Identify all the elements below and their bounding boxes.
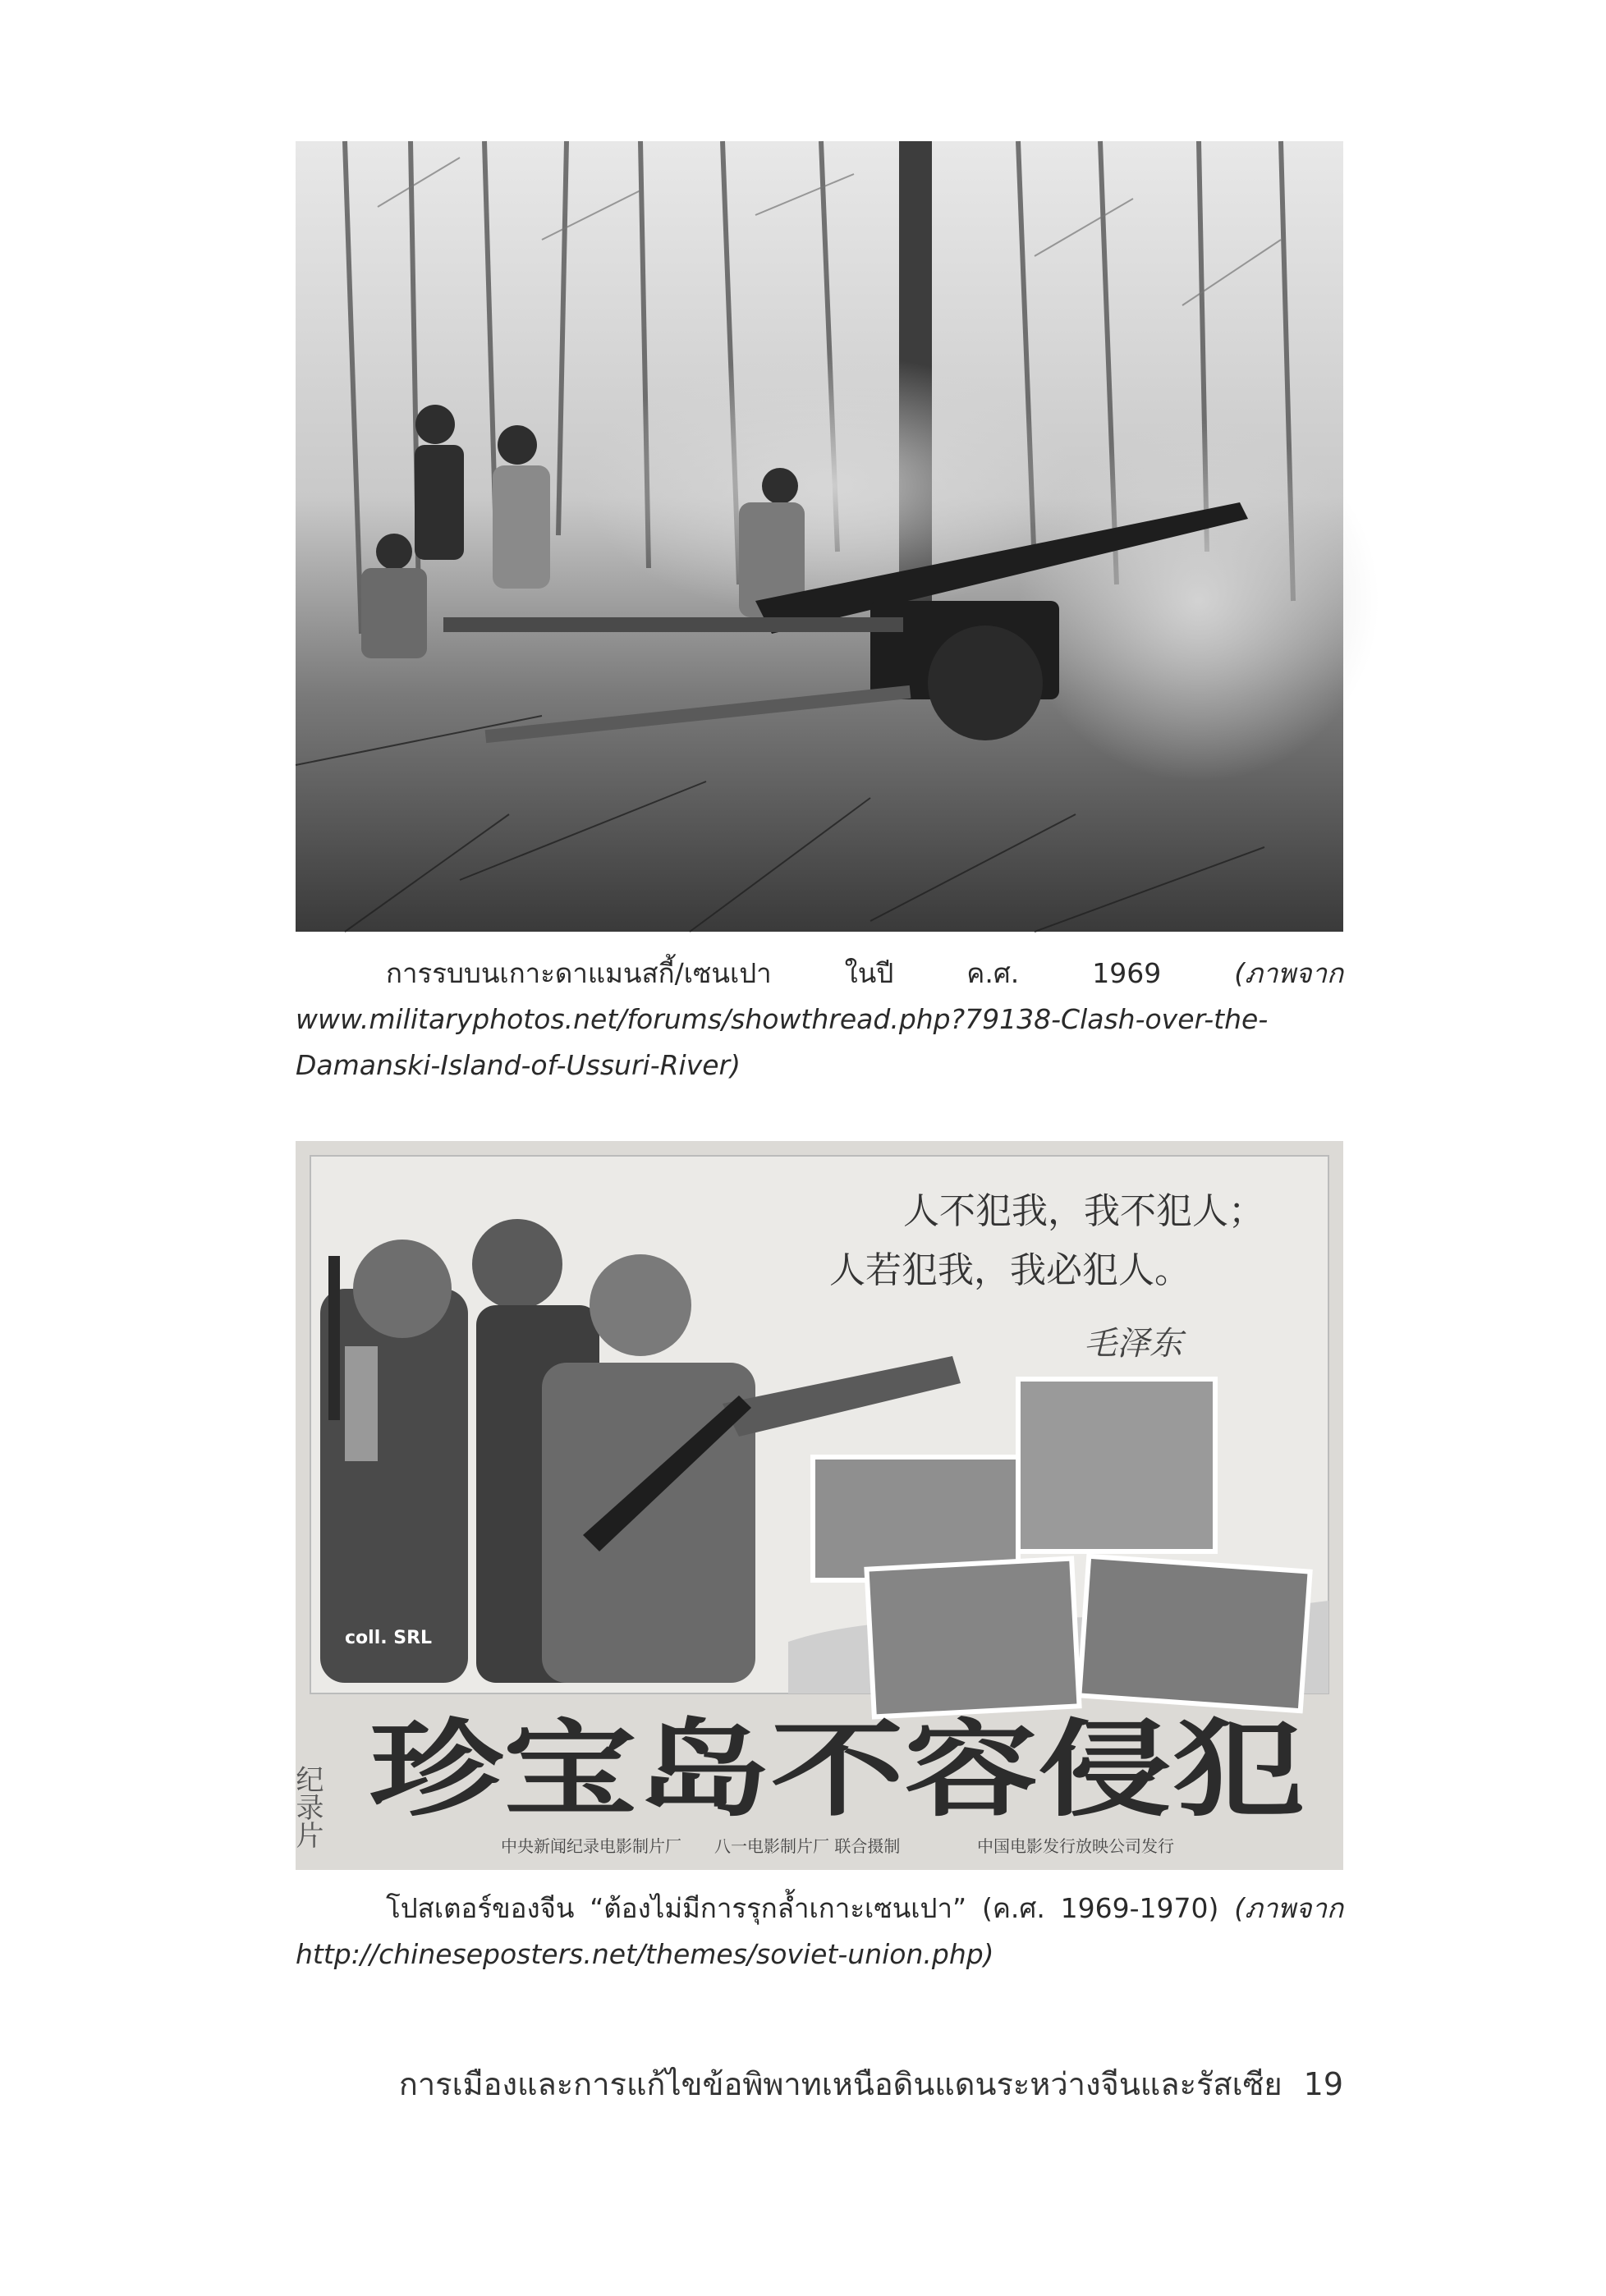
figure2-caption: [296, 1886, 1343, 1977]
figure2-caption-text: โปสเตอร์ของจีน “ต้องไม่มีการรุกล้ำเกาะเซนเปา” (ค.ศ. 1969-1970): [386, 1892, 1219, 1924]
poster-credit-left: 中央新闻纪录电影制片厂: [501, 1836, 681, 1856]
figure1-caption-text: การรบบนเกาะดาแมนสกี้/เซนเปา ในปี ค.ศ. 1969: [386, 957, 1162, 989]
poster-headline: 珍宝岛不容侵犯: [369, 1709, 1305, 1831]
figure1-caption-source: (ภาพจาก www.militaryphotos.net/forums/showthread.php?79138-Clash-over-the-Damanski-Island-of-Ussuri-River): [296, 957, 1343, 1081]
poster-quote-line1: 人不犯我，我不犯人；: [903, 1190, 1264, 1232]
poster-illustration: [291, 1141, 1343, 1870]
battle-photo-illustration: [296, 141, 1343, 932]
page-footer: [399, 2059, 1343, 2109]
running-title: การเมืองและการแก้ไขข้อพิพาทเหนือดินแดนระหว่างจีนและรัสเซีย: [398, 2066, 1283, 2102]
propaganda-poster: [291, 1141, 1343, 1870]
poster-watermark: coll. SRL: [345, 1628, 433, 1648]
figure1-caption: [296, 951, 1343, 1088]
page-number: 19: [1303, 2066, 1343, 2102]
poster-signature: 毛泽东: [1084, 1325, 1182, 1363]
poster-credit-mid: 八一电影制片厂 联合摄制: [714, 1836, 901, 1856]
poster-side-label: 纪录片: [291, 1765, 323, 1849]
battle-photo: [296, 141, 1343, 932]
poster-credit-right: 中国电影发行放映公司发行: [977, 1836, 1174, 1856]
figure2-caption-source: (ภาพจาก http://chineseposters.net/themes/soviet-union.php): [296, 1892, 1343, 1970]
poster-quote-line2: 人若犯我，我必犯人。: [829, 1249, 1191, 1291]
